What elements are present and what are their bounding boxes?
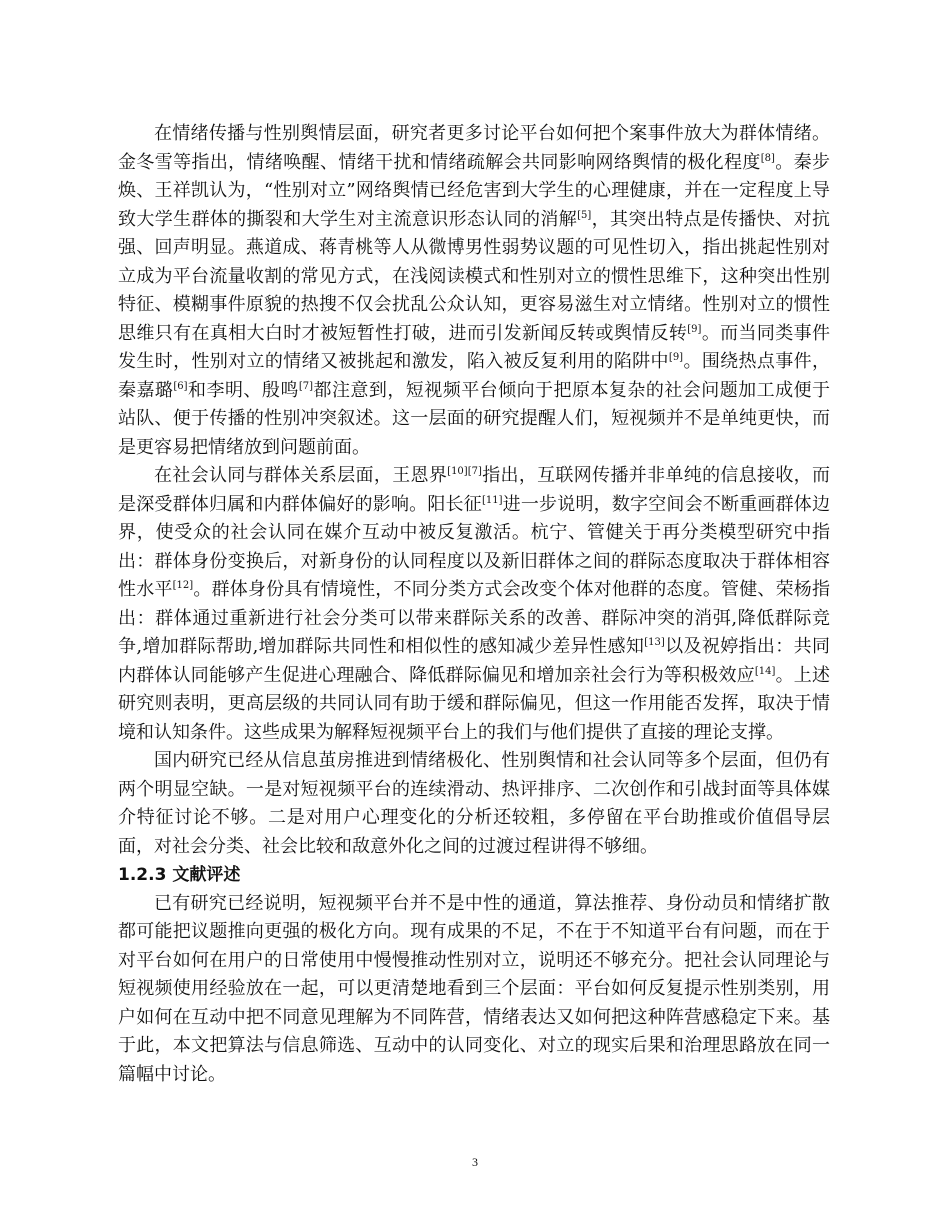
text-run: 指出，互联网传播并非单纯的信息接收，而是深受群体归属和内群体偏好的影响。阳长征 bbox=[118, 465, 831, 515]
citation-marker: [9] bbox=[687, 323, 702, 335]
page-number: 3 bbox=[472, 1155, 478, 1169]
citation-marker: [8] bbox=[760, 152, 775, 164]
text-run: 在社会认同与群体关系层面，王恩界 bbox=[154, 465, 448, 486]
text-run: 。围绕热点事件，秦嘉璐 bbox=[118, 351, 831, 401]
citation-marker: [14] bbox=[754, 665, 776, 677]
text-run: 。群体身份具有情境性，不同分类方式会改变个体对他群的态度。管健、荣杨指出：群体通过重新进行社会分类可以带来群际关系的改善、群际冲突的消弭,降低群际竞争,增加群际帮助,增加群际共同性和相似性的感知减少差异性感知 bbox=[118, 579, 831, 657]
section-heading-literature-review: 1.2.3 文献评述 bbox=[118, 865, 241, 885]
text-run: 和李明、殷鸣 bbox=[187, 379, 299, 401]
paragraph-research-gaps bbox=[118, 747, 830, 861]
citation-marker: [10][7] bbox=[447, 466, 482, 477]
paragraph-literature-review: 已有研究已经说明，短视频平台并不是中性的通道，算法推荐、身份动员和情绪扩散都可能把议题推向更强的极化方向。现有成果的不足，不在于不知道平台有问题，而在于对平台如何在用户的日常使用中慢慢推动性别对立，说明还不够充分。把社会认同理论与短视频使用经验放在一起，可以更清楚地看到三个层面：平台如何反复提示性别类别，用户如何在互动中把不同意见理解为不同阵营，情绪表达又如何把这种阵营感稳定下来。基于此，本文把算法与信息筛选、互动中的认同变化、对立的现实后果和治理思路放在同一篇幅中讨论。 bbox=[118, 892, 830, 1085]
text-run: 国内研究已经从信息茧房推进到情绪极化、性别舆情和社会认同等多个层面，但仍有两个明显空缺。一是对短视频平台的连续滑动、热评排序、二次创作和引战封面等具体媒介特征讨论不够。二是对用户心理变化的分析还较粗，多停留在平台助推或价值倡导层面，对社会分类、社会比较和敌意外化之间的过渡过程讲得不够细。 bbox=[118, 750, 830, 857]
text-run: 。上述研究则表明，更高层级的共同认同有助于缓和群际偏见，但这一作用能否发挥，取决于情境和认知条件。这些成果为解释短视频平台上的我们与他们提供了直接的理论支撑。 bbox=[118, 664, 830, 743]
citation-marker: [5] bbox=[577, 209, 592, 221]
text-run: 。秦步焕、王祥凯认为，“性别对立”网络舆情已经危害到大学生的心理健康，并在一定程度上导致大学生群体的撕裂和大学生对主流意识形态认同的消解 bbox=[118, 151, 830, 230]
text-run: 都注意到，短视频平台倾向于把原本复杂的社会问题加工成便于站队、便于传播的性别冲突叙述。这一层面的研究提醒人们，短视频并不是单纯更快，而是更容易把情绪放到问题前面。 bbox=[118, 379, 831, 458]
text-run: 进一步说明，数字空间会不断重画群体边界，使受众的社会认同在媒介互动中被反复激活。杭宁、管健关于再分类模型研究中指出：群体身份变换后，对新身份的认同程度以及新旧群体之间的群际态度取决于群体相容性水平 bbox=[118, 493, 831, 600]
paragraph-social-identity bbox=[118, 462, 830, 747]
citation-marker: [9] bbox=[668, 352, 684, 363]
paragraph-emotion-gender-opinion bbox=[118, 120, 830, 462]
text-run: 在情绪传播与性别舆情层面，研究者更多讨论平台如何把个案事件放大为群体情绪。金冬雪等指出，情绪唤醒、情绪干扰和情绪疏解会共同影响网络舆情的极化程度 bbox=[118, 123, 830, 173]
text-run: 。而当同类事件发生时，性别对立的情绪又被挑起和激发，陷入被反复利用的陷阱中 bbox=[118, 322, 830, 372]
citation-marker: [13] bbox=[644, 637, 665, 648]
citation-marker: [12] bbox=[172, 580, 194, 591]
document-body bbox=[118, 120, 830, 1089]
citation-marker: [7] bbox=[298, 380, 314, 392]
text-run: ，其突出特点是传播快、对抗强、回声明显。燕道成、蒋青桃等人从微博男性弱势议题的可见性切入，指出挑起性别对立成为平台流量收割的常见方式，在浅阅读模式和性别对立的惯性思维下，这种突出性别特征、模糊事件原貌的热搜不仅会扰乱公众认知，更容易滋生对立情绪。性别对立的惯性思维只有在真相大白时才被短暂性打破，进而引发新闻反转或舆情反转 bbox=[118, 208, 831, 344]
text-run: 以及祝婷指出：共同内群体认同能够产生促进心理融合、降低群际偏见和增加亲社会行为等积极效应 bbox=[118, 636, 830, 686]
citation-marker: [6] bbox=[173, 380, 188, 392]
citation-marker: [11] bbox=[481, 494, 503, 506]
